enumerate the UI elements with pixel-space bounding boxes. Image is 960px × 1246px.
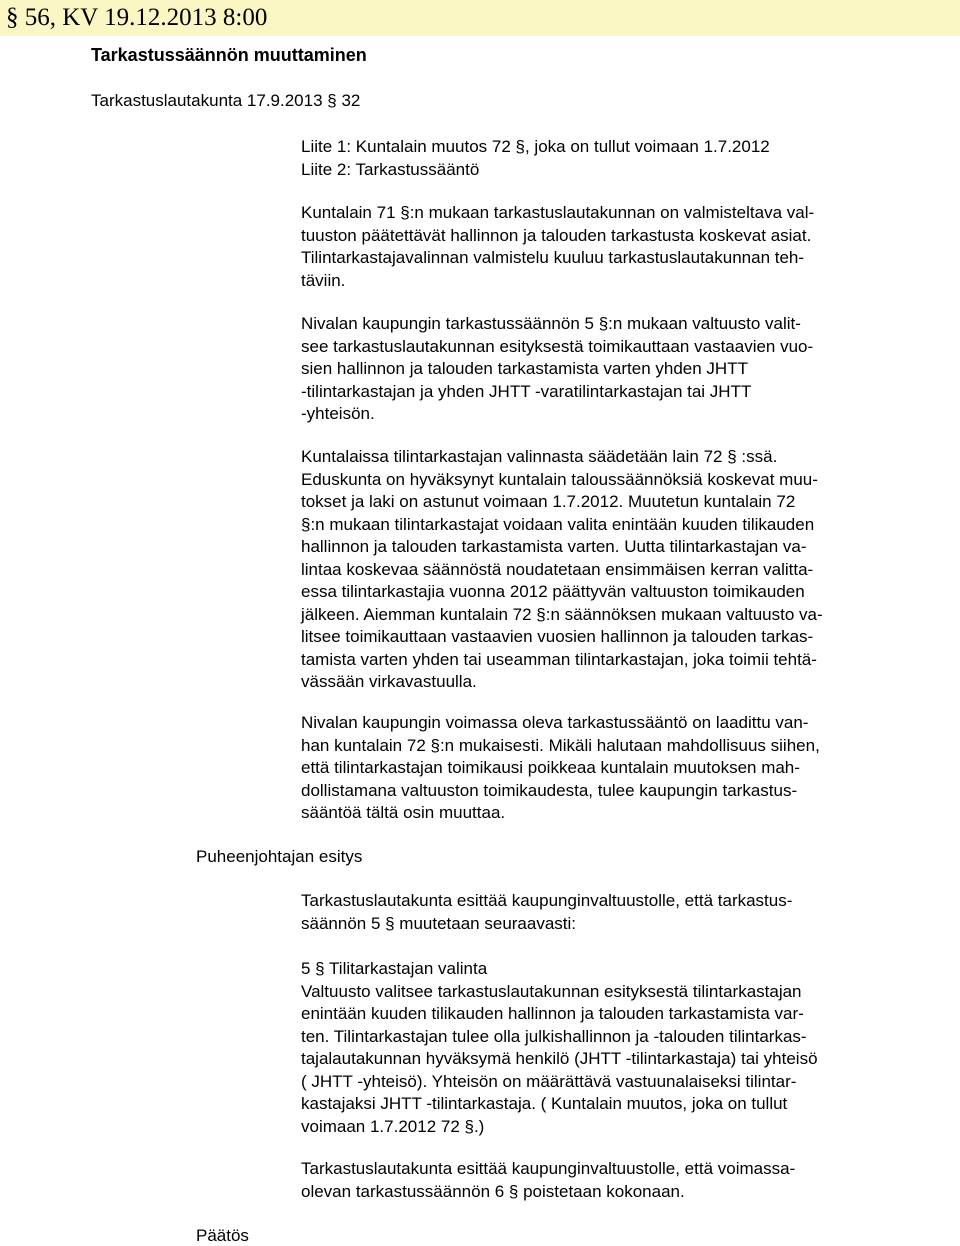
text-line: Tilintarkastajavalinnan valmistelu kuuluu tarkastuslautakunnan teh-: [301, 248, 805, 267]
current-rule-paragraph: [301, 712, 901, 825]
text-line: see tarkastuslautakunnan esityksestä toimikauttaan vastaavien vuo-: [301, 336, 814, 356]
chair-proposal-label: Puheenjohtajan esitys: [196, 847, 363, 866]
decision-label: Päätös: [196, 1226, 249, 1245]
text-line: tokset ja laki on astunut voimaan 1.7.2012. Muutetun kuntalain 72: [301, 492, 796, 511]
text-line: jälkeen. Aiemman kuntalain 72 §:n säännöksen mukaan valtuusto va-: [301, 604, 823, 624]
text-line: Eduskunta on hyväksynyt kuntalain taloussäännöksiä koskevat muu-: [301, 469, 818, 489]
text-line: säännön 5 § muutetaan seuraavasti:: [301, 913, 577, 933]
text-line: sien hallinnon ja talouden tarkastamista varten yhden JHTT: [301, 359, 748, 378]
text-line: Kuntalain 71 §:n mukaan tarkastuslautakunnan on valmisteltava val-: [301, 203, 815, 222]
text-line: täviin.: [301, 270, 346, 290]
text-line: Kuntalaissa tilintarkastajan valinnasta säädetään lain 72 § :ssä.: [301, 447, 778, 466]
document-title: Tarkastussäännön muuttaminen: [91, 45, 367, 65]
text-line: -tilintarkastajan ja yhden JHTT -varatilintarkastajan tai JHTT: [301, 381, 752, 401]
text-line: kastajaksi JHTT -tilintarkastaja. ( Kuntalain muutos, joka on tullut: [301, 1094, 788, 1113]
text-line: dollistamana valtuuston toimikaudesta, tulee kaupungin tarkastus-: [301, 780, 798, 800]
meeting-header-bar: [0, 0, 960, 36]
text-line: ten. Tilintarkastajan tulee olla julkishallinnon ja -talouden tilintarkas-: [301, 1026, 807, 1046]
meeting-reference: § 56, KV 19.12.2013 8:00: [6, 4, 268, 31]
attachments-list: [301, 136, 901, 181]
regulation-paragraph: [301, 313, 901, 426]
text-line: tuuston päätettävät hallinnon ja talouden tarkastusta koskevat asiat.: [301, 225, 812, 245]
section-5-text: [301, 958, 901, 1138]
text-line: Valtuusto valitsee tarkastuslautakunnan esityksestä tilintarkastajan: [301, 981, 802, 1001]
text-line: että tilintarkastajan toimikausi poikkeaa kuntalain muutoksen mah-: [301, 758, 800, 777]
final-proposal-paragraph: [301, 1158, 901, 1203]
text-line: lintaa koskevaa säännöstä noudatetaan ensimmäisen kerran valitta-: [301, 559, 814, 579]
text-line: voimaan 1.7.2012 72 §.): [301, 1116, 485, 1136]
text-line: enintään kuuden tilikauden hallinnon ja talouden tarkastamista var-: [301, 1004, 804, 1023]
text-line: Tarkastuslautakunta esittää kaupunginvaltuustolle, että voimassa-: [301, 1159, 796, 1178]
attachment-item: Liite 2: Tarkastussääntö: [301, 159, 480, 179]
text-line: han kuntalain 72 §:n mukaisesti. Mikäli halutaan mahdollisuus siihen,: [301, 735, 820, 755]
text-line: sääntöä tältä osin muuttaa.: [301, 803, 506, 822]
attachment-item: Liite 1: Kuntalain muutos 72 §, joka on tullut voimaan 1.7.2012: [301, 137, 770, 156]
text-line: Nivalan kaupungin tarkastussäännön 5 §:n mukaan valtuusto valit-: [301, 314, 801, 333]
text-line: tamista varten yhden tai useamman tilintarkastajan, joka toimii tehtä-: [301, 649, 817, 669]
text-line: tajalautakunnan hyväksymä henkilö (JHTT -tilintarkastaja) tai yhteisö: [301, 1049, 818, 1068]
text-line: essa tilintarkastajia vuonna 2012 päättyvän valtuuston toimikauden: [301, 582, 805, 601]
intro-paragraph: [301, 202, 901, 292]
text-line: -yhteisön.: [301, 404, 375, 423]
text-line: litsee toimikauttaan vastaavien vuosien hallinnon ja talouden tarkas-: [301, 627, 814, 646]
text-line: Tarkastuslautakunta esittää kaupunginvaltuustolle, että tarkastus-: [301, 891, 793, 910]
text-line: hallinnon ja talouden tarkastamista varten. Uutta tilintarkastajan va-: [301, 537, 807, 556]
text-line: vässään virkavastuulla.: [301, 672, 477, 691]
text-line: Nivalan kaupungin voimassa oleva tarkastussääntö on laadittu van-: [301, 713, 809, 732]
text-line: ( JHTT -yhteisö). Yhteisön on määrättävä vastuunalaiseksi tilintar-: [301, 1071, 797, 1091]
committee-meeting-reference: Tarkastuslautakunta 17.9.2013 § 32: [91, 91, 361, 110]
law-paragraph: [301, 446, 901, 694]
text-line: olevan tarkastussäännön 6 § poistetaan kokonaan.: [301, 1181, 685, 1201]
proposal-paragraph: [301, 890, 901, 935]
text-line: 5 § Tilitarkastajan valinta: [301, 959, 488, 978]
text-line: §:n mukaan tilintarkastajat voidaan valita enintään kuuden tilikauden: [301, 514, 815, 534]
